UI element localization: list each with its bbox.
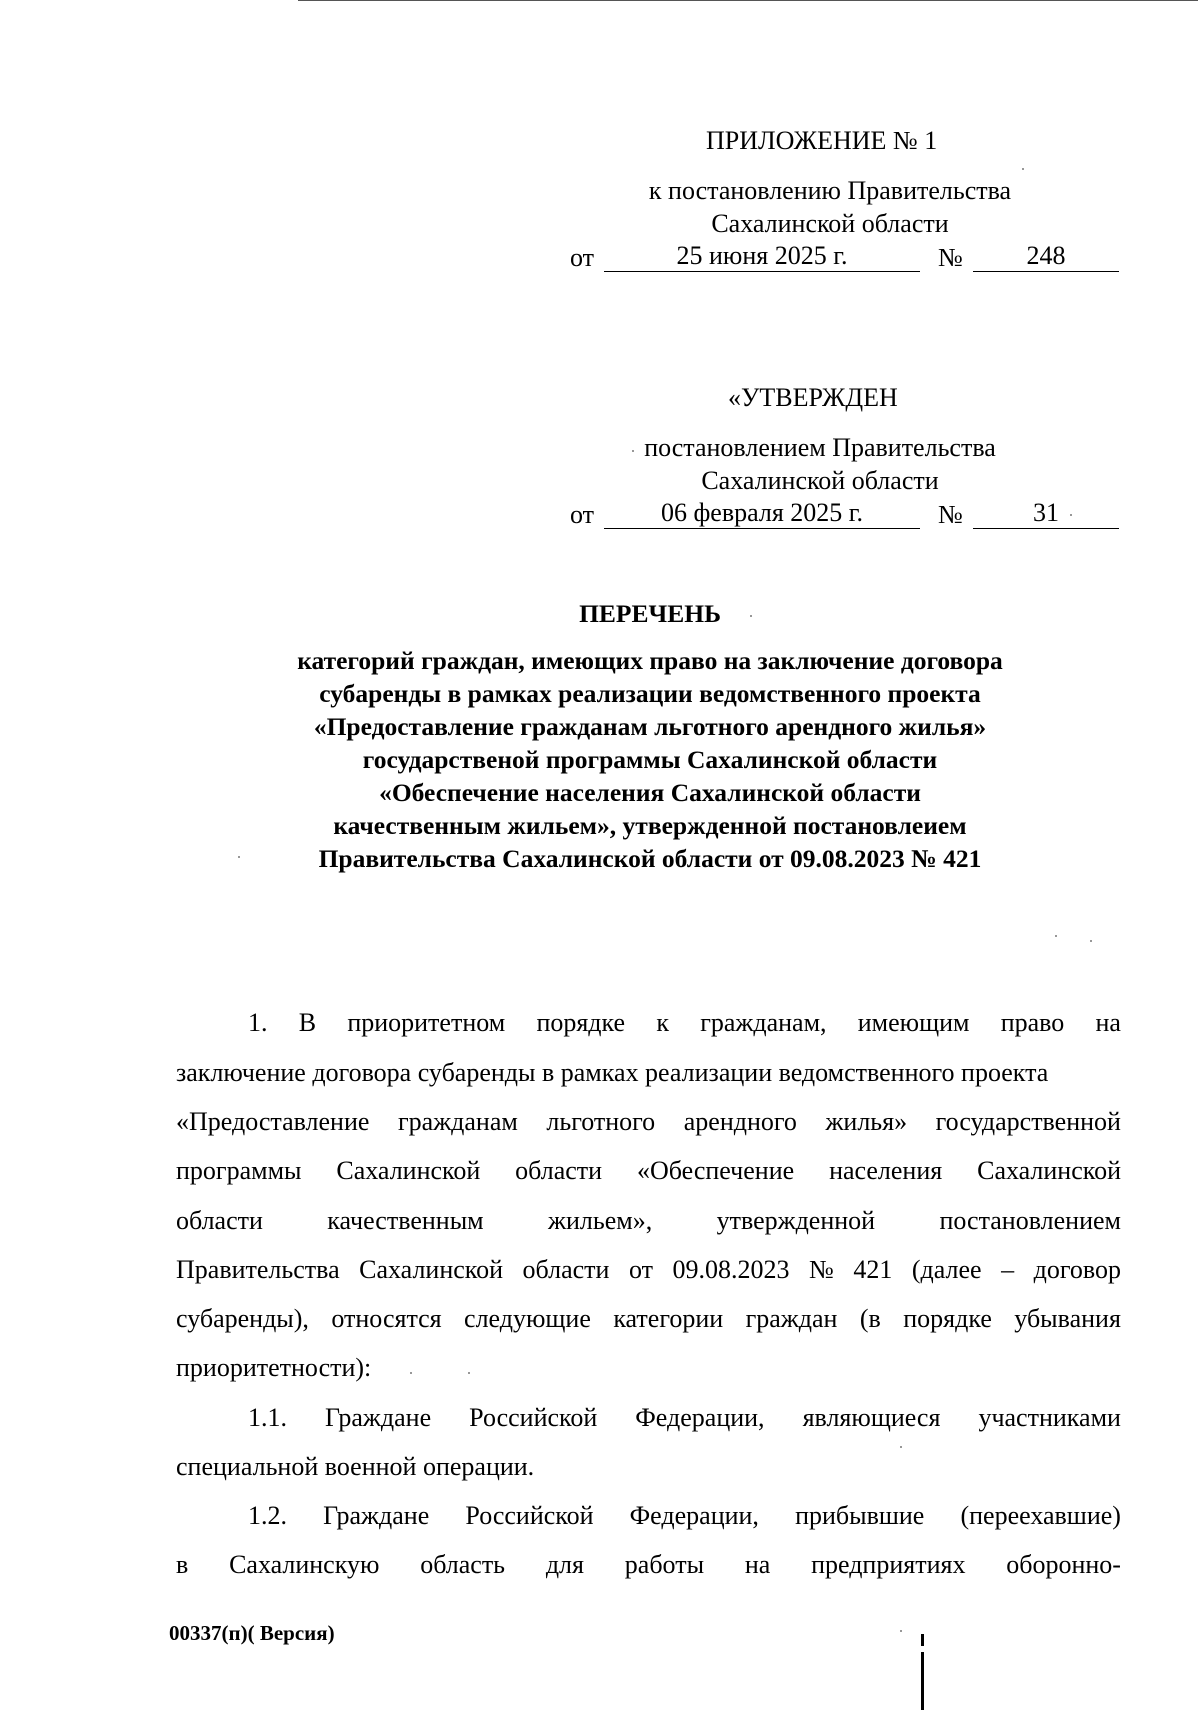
- paragraph-1-2-line-2: в Сахалинскую область для работы на предприятиях оборонно-: [176, 1550, 1121, 1579]
- paragraph-1-2-line-1: 1.2. Граждане Российской Федерации, прибывшие (переехавшие): [248, 1501, 1121, 1530]
- paragraph-1-line-1: 1. В приоритетном порядке к гражданам, имеющим право на: [248, 1008, 1121, 1037]
- approved-title: «УТВЕРЖДЕН: [728, 383, 898, 412]
- paragraph-1-line-3: «Предоставление гражданам льготного арендного жилья» государственной: [176, 1107, 1121, 1136]
- scan-speck: [1055, 935, 1057, 937]
- heading-line-3: «Предоставление гражданам льготного арендного жилья»: [313, 712, 987, 741]
- approved-number-label: №: [938, 500, 963, 529]
- paragraph-1-line-8: приоритетности):: [176, 1353, 372, 1382]
- scan-speck: [468, 1372, 470, 1374]
- scan-speck: [750, 615, 752, 617]
- heading-line-5: «Обеспечение населения Сахалинской области: [379, 778, 921, 807]
- scan-speck: [410, 1372, 412, 1374]
- document-code: 00337(п)( Версия): [169, 1621, 335, 1645]
- scan-speck: [1090, 940, 1092, 942]
- scan-speck: [238, 856, 240, 858]
- scan-top-edge: [298, 0, 1198, 1]
- scan-margin-mark: [921, 1652, 924, 1710]
- heading-line-2: субаренды в рамках реализации ведомственного проекта: [319, 679, 981, 708]
- scan-speck: [1022, 168, 1024, 170]
- appendix-date: 25 июня 2025 г.: [604, 241, 920, 272]
- list-title: ПЕРЕЧЕНЬ: [579, 599, 721, 628]
- paragraph-1-line-2: заключение договора субаренды в рамках реализации ведомственного проекта: [176, 1058, 1049, 1087]
- heading-line-1: категорий граждан, имеющих право на заключение договора: [297, 646, 1003, 675]
- paragraph-1-line-5: области качественным жильем», утвержденной постановлением: [176, 1206, 1121, 1235]
- paragraph-1-line-4: программы Сахалинской области «Обеспечение населения Сахалинской: [176, 1156, 1121, 1185]
- heading-line-6: качественным жильем», утвержденной постановлеием: [333, 811, 967, 840]
- scan-speck: [632, 450, 634, 452]
- scan-margin-mark: [921, 1634, 924, 1646]
- paragraph-1-line-7: субаренды), относятся следующие категории граждан (в порядке убывания: [176, 1304, 1121, 1333]
- paragraph-1-1-line-2: специальной военной операции.: [176, 1452, 535, 1481]
- approved-line-2: Сахалинской области: [701, 466, 939, 495]
- appendix-line-2: Сахалинской области: [711, 209, 949, 238]
- approved-number: 31: [973, 498, 1119, 529]
- approved-date: 06 февраля 2025 г.: [604, 498, 920, 529]
- approved-line-1: постановлением Правительства: [644, 433, 996, 462]
- paragraph-1-line-6: Правительства Сахалинской области от 09.08.2023 № 421 (далее – договор: [176, 1255, 1121, 1284]
- appendix-number-label: №: [938, 243, 963, 272]
- heading-line-7: Правительства Сахалинской области от 09.08.2023 № 421: [318, 844, 982, 873]
- appendix-title: ПРИЛОЖЕНИЕ № 1: [706, 126, 938, 155]
- appendix-number: 248: [973, 241, 1119, 272]
- scan-speck: [900, 1630, 902, 1632]
- paragraph-1-1-line-1: 1.1. Граждане Российской Федерации, являющиеся участниками: [248, 1403, 1121, 1432]
- heading-line-4: государственой программы Сахалинской области: [362, 745, 938, 774]
- scan-speck: [900, 1446, 902, 1448]
- appendix-from-label: от: [570, 243, 595, 272]
- approved-from-label: от: [570, 500, 595, 529]
- scan-speck: [1070, 514, 1072, 516]
- appendix-line-1: к постановлению Правительства: [648, 176, 1012, 205]
